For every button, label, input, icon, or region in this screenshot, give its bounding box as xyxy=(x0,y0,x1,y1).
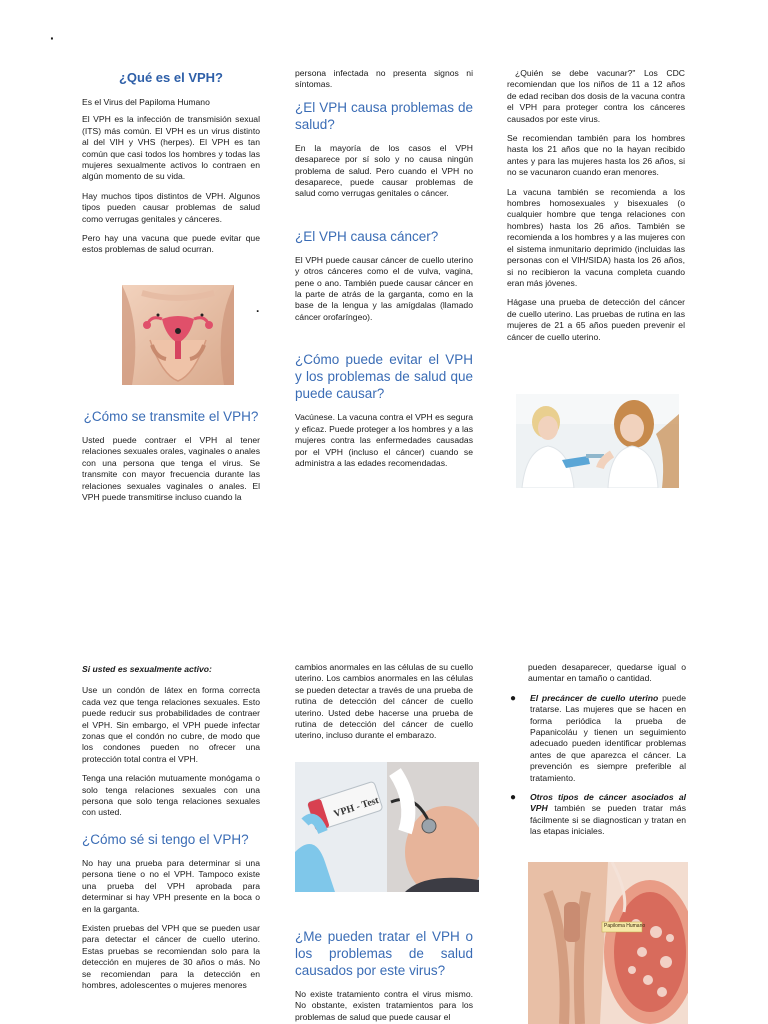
bullet-text: puede tratarse. Las mujeres que se hacen en forma periódica la prueba de Papanicoláu y tienen un seguimiento adecuado pueden identificar problemas antes de que aparezca el cáncer. La prevención es siempre preferible al tratamiento. xyxy=(530,692,686,783)
paragraph: Tenga una relación mutuamente monógama o solo tenga relaciones sexuales con una persona que solo tenga relaciones sexuales con usted. xyxy=(82,773,260,818)
column-1-middle xyxy=(82,408,260,511)
heading-problemas-salud: ¿El VPH causa problemas de salud? xyxy=(295,99,473,132)
vph-test-photo-svg xyxy=(295,762,479,892)
heading-causa-cancer: ¿El VPH causa cáncer? xyxy=(295,228,439,244)
column-2-top xyxy=(295,68,473,477)
paragraph: Hay muchos tipos distintos de VPH. Algunos tipos pueden causar problemas de salud como verrugas genitales y cánceres. xyxy=(82,190,260,224)
column-2-bottom xyxy=(295,662,473,750)
bullet-text: también se pueden tratar más fácilmente si se diagnostican y tratan en las etapas iniciales. xyxy=(530,803,686,837)
heading-como-se-transmite: ¿Cómo se transmite el VPH? xyxy=(83,409,259,424)
paragraph: Existen pruebas del VPH que se pueden usar para detectar el cáncer de cuello uterino. Estas pruebas se recomiendan solo para la detección en mujeres de 30 años o más. No se recomiendan para la detección en hombres, adolescentes o mujeres menores xyxy=(82,922,260,990)
uterus-illustration-image xyxy=(122,285,234,385)
list-item xyxy=(508,792,686,838)
paragraph: Vacúnese. La vacuna contra el VPH es segura y eficaz. Puede proteger a los hombres y a las mujeres contra las enfermedades causadas por el VPH (incluso el cáncer) cuando se administra a las edades recomendadas. xyxy=(295,412,473,468)
paragraph: persona infectada no presenta signos ni síntomas. xyxy=(295,68,473,90)
bullet-icon: ● xyxy=(510,792,517,804)
uterus-illustration-svg xyxy=(122,285,234,385)
papiloma-photo-svg xyxy=(528,862,688,1024)
paragraph: La vacuna también se recomienda a los hombres homosexuales y bisexuales (o cualquier hombre que tenga relaciones con hombres) hasta los 26 años. También se recomienda a los hombres y a las mujeres con el sistema inmunitario deprimido (incluidas las personas con el VIH/SIDA) hasta los 26 años, si no recibieron la vacuna completa cuando eran más jóvenes. xyxy=(507,186,685,288)
paragraph: Hágase una prueba de detección del cáncer de cuello uterino. Las pruebas de rutina en las mujeres de 21 a 65 años pueden prevenir el cáncer de cuello uterino. xyxy=(507,297,685,342)
page-mark: · xyxy=(50,30,55,46)
bullet-title: Otros tipos de cáncer asociados al VPH xyxy=(530,792,686,814)
papiloma-photo xyxy=(528,862,688,1024)
list-item xyxy=(508,693,686,784)
heading-sexualmente-activo: Si usted es sexualmente activo: xyxy=(82,664,212,674)
title-que-es-vph: ¿Qué es el VPH? xyxy=(118,70,224,85)
paragraph: cambios anormales en las células de su cuello uterino. Los cambios anormales en las células se pueden detectar a través de una prueba de rutina de detección del cáncer de cuello uterino. Usted debe hacerse una prueba de rutina de detección del cáncer de cuello uterino, incluso durante el embarazo. xyxy=(295,662,473,741)
heading-como-evitar: ¿Cómo puede evitar el VPH y los problemas de salud que puede causar? xyxy=(295,352,473,402)
paragraph: No hay una prueba para determinar si una persona tiene o no el VPH. Tampoco existe una prueba del VPH aprobada para determinar si hay VPH presente en la boca o en la garganta. xyxy=(82,857,260,914)
paragraph: ¿Quién se debe vacunar?" Los CDC recomiendan que los niños de 11 a 12 años de edad reciban dos dosis de la vacuna contra el VPH para proteger contra los cánceres causados por este virus. xyxy=(507,68,685,124)
paragraph: pueden desaparecer, quedarse igual o aumentar en tamaño o cantidad. xyxy=(528,662,686,684)
paragraph: Pero hay una vacuna que puede evitar que estos problemas de salud ocurran. xyxy=(82,233,260,255)
paragraph: Usted puede contraer el VPH al tener relaciones sexuales orales, vaginales o anales con una persona que tenga el virus. Se transmite con mayor frecuencia durante las relaciones sexuales vaginales o anales. El VPH puede transmitirse incluso cuando la xyxy=(82,435,260,503)
bullet-icon: ● xyxy=(510,692,517,704)
vph-test-photo xyxy=(295,762,479,892)
vph-test-label: VPH - Test xyxy=(332,795,381,820)
stray-dot: · xyxy=(256,304,260,318)
papiloma-label: Papiloma Humano xyxy=(604,923,646,929)
bullet-title: El precáncer de cuello uterino xyxy=(530,692,659,703)
paragraph: El VPH es la infección de transmisión sexual (ITS) más común. El VPH es un virus distinto al del VIH y VHS (herpes). El VPH es tan común que casi todos los hombres y todas las mujeres sexualmente activos lo contraen en algún momento de su vida. xyxy=(82,114,260,182)
paragraph: Use un condón de látex en forma correcta cada vez que tenga relaciones sexuales. Esto puede reducir sus probabilidades de contraer el VPH. Sin embargo, el VPH puede infectar zonas que el condón no cubre, de modo que los condones pueden no ofrecer una protección total contra el VPH. xyxy=(82,685,260,764)
column-2-bottom-lower xyxy=(295,928,473,1024)
vaccination-photo-svg xyxy=(516,394,679,488)
paragraph: En la mayoría de los casos el VPH desaparece por sí solo y no causa ningún problema de salud. Pero cuando el VPH no desaparece, puede causar problemas de salud como verrugas genitales o cáncer. xyxy=(295,142,473,199)
vaccination-photo xyxy=(516,394,679,488)
column-1-bottom xyxy=(82,664,260,999)
paragraph: No existe tratamiento contra el virus mismo. No obstante, existen tratamientos para los problemas de salud que puede causar el xyxy=(295,989,473,1022)
heading-como-se-si-tengo: ¿Cómo sé si tengo el VPH? xyxy=(82,831,249,847)
paragraph: El VPH puede causar cáncer de cuello uterino y otros cánceres como el de vulva, vagina, pene o ano. También puede causar cáncer en la parte de atrás de la garganta, como en la base de la lengua y las amígdalas (llamado cáncer orofaríngeo). xyxy=(295,254,473,322)
column-1-top xyxy=(82,70,260,264)
heading-me-pueden-tratar: ¿Me pueden tratar el VPH o los problemas de salud causados por este virus? xyxy=(295,929,473,978)
paragraph: Se recomiendan también para los hombres hasta los 21 años que no la hayan recibido antes y para las mujeres hasta los 26 años, si no se vacunaron cuando eran menores. xyxy=(507,133,685,178)
bullet-list xyxy=(508,693,686,838)
column-3-top xyxy=(507,68,685,351)
subtitle: Es el Virus del Papiloma Humano xyxy=(82,97,210,107)
column-3-bottom xyxy=(508,662,686,846)
